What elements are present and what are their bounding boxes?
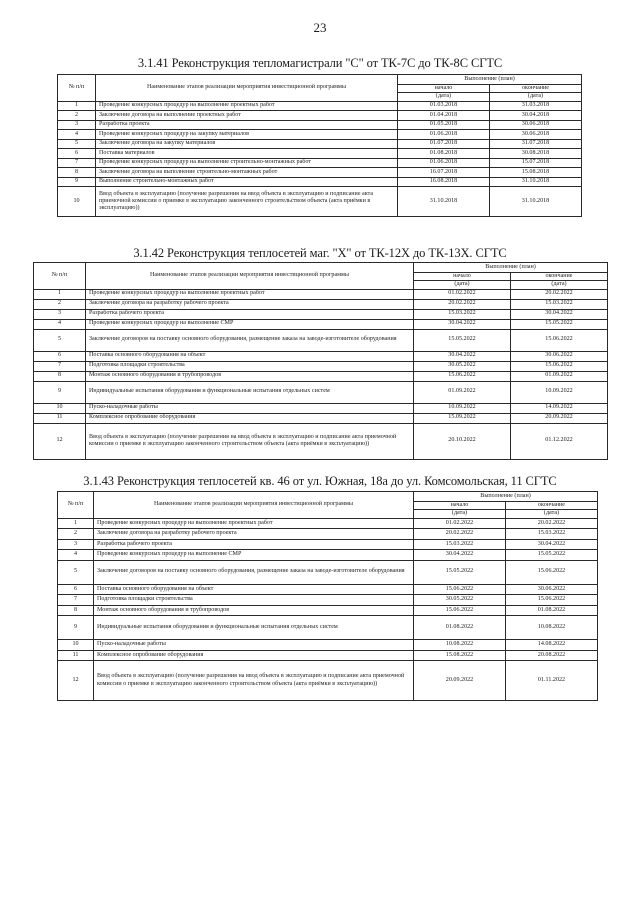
start-date: 16.08.2018 [398,177,490,187]
start-date: 30.05.2022 [414,361,511,371]
table-row [58,177,582,187]
end-date: 15.03.2022 [506,529,598,540]
start-date: 20.09.2022 [414,661,506,701]
row-number: 6 [58,584,94,595]
end-date: 30.08.2018 [490,149,582,159]
end-date: 15.07.2018 [490,158,582,168]
row-number: 1 [34,289,86,299]
stage-name: Разработка проекта [96,120,398,130]
row-number: 7 [58,595,94,606]
end-date: 30.04.2018 [490,111,582,121]
end-date: 15.06.2022 [511,329,608,351]
table-row [34,319,608,329]
stage-name: Ввод объекта в эксплуатацию (получение разрешения на ввод объекта в эксплуатацию и подписание акта приемочной комиссии о приемке в эксплуатацию законченного строительством объекта (акта приёмки в эксплуатацию)) [86,423,414,459]
table-row [58,111,582,121]
end-date: 31.10.2018 [490,187,582,217]
end-date: 31.07.2018 [490,139,582,149]
schedule-table-3-1-42 [33,262,608,460]
stage-name: Проведение конкурсных процедур на закупку материалов [96,130,398,140]
header-execution: Выполнение (план) [414,492,598,502]
start-date: 01.03.2018 [398,101,490,111]
start-date: 20.10.2022 [414,423,511,459]
stage-name: Заключение договоров на поставку основного оборудования, размещение заказа на заводе-изготовителе оборудования [86,329,414,351]
end-date: 15.06.2022 [506,560,598,584]
end-date: 20.09.2022 [511,413,608,423]
row-number: 5 [58,560,94,584]
stage-name: Поставка основного оборудования на объект [94,584,414,595]
schedule-table-3-1-41 [57,74,582,217]
stage-name: Разработка рабочего проекта [94,539,414,550]
section-title-3-1-41: 3.1.41 Реконструкция тепломагистрали "С" от ТК-7С до ТК-8С СГТС [137,56,503,70]
table-row [34,289,608,299]
header-end-date: (дата) [506,510,598,518]
stage-name: Проведение конкурсных процедур на выполнение проектных работ [96,101,398,111]
end-date: 30.04.2022 [511,309,608,319]
table-row [58,595,598,606]
start-date: 01.06.2018 [398,158,490,168]
row-number: 2 [34,299,86,309]
table-row [34,299,608,309]
start-date: 16.07.2018 [398,168,490,178]
page-number: 23 [313,20,327,35]
start-date: 30.05.2022 [414,595,506,606]
start-date: 01.08.2022 [414,616,506,640]
row-number: 4 [58,130,96,140]
stage-name: Монтаж основного оборудования и трубопроводов [86,371,414,381]
end-date: 10.09.2022 [511,381,608,403]
stage-name: Выполнение строительно-монтажных работ [96,177,398,187]
start-date: 20.02.2022 [414,529,506,540]
table-row [34,371,608,381]
row-number: 2 [58,529,94,540]
table-row [58,584,598,595]
table-row [34,413,608,423]
stage-name: Заключение договора на выполнение проектных работ [96,111,398,121]
start-date: 01.09.2022 [414,381,511,403]
table-row [58,539,598,550]
end-date: 10.08.2022 [506,616,598,640]
table-row [34,329,608,351]
start-date: 30.04.2022 [414,351,511,361]
row-number: 10 [34,403,86,413]
row-number: 5 [58,139,96,149]
stage-name: Заключение договоров на поставку основного оборудования, размещение заказа на заводе-изготовителе оборудования [94,560,414,584]
stage-name: Заключение договора на выполнение строительно-монтажных работ [96,168,398,178]
table-row [34,351,608,361]
end-date: 20.02.2022 [511,289,608,299]
header-execution: Выполнение (план) [414,263,608,273]
table-row [58,650,598,661]
header-stage: Наименование этапов реализации мероприятия инвестиционной программы [96,75,398,102]
table-row [58,550,598,561]
stage-name: Разработка рабочего проекта [86,309,414,319]
start-date: 15.05.2022 [414,329,511,351]
header-end-date: (дата) [511,281,608,289]
stage-name: Проведение конкурсных процедур на выполнение проектных работ [86,289,414,299]
stage-name: Подготовка площадки строительства [86,361,414,371]
table-row [58,661,598,701]
end-date: 31.10.2018 [490,177,582,187]
header-start-date: (дата) [398,93,490,101]
end-date: 15.03.2022 [511,299,608,309]
table-row [58,101,582,111]
stage-name: Подготовка площадки строительства [94,595,414,606]
table-row [34,423,608,459]
row-number: 9 [58,616,94,640]
table-row [58,187,582,217]
stage-name: Индивидуальные испытания оборудования и функциональные испытания отдельных систем [86,381,414,403]
start-date: 20.02.2022 [414,299,511,309]
end-date: 15.05.2022 [506,550,598,561]
table-row [58,149,582,159]
table-row [58,560,598,584]
start-date: 01.05.2018 [398,120,490,130]
row-number: 7 [34,361,86,371]
end-date: 01.09.2022 [511,371,608,381]
schedule-table-3-1-43 [57,491,598,701]
end-date: 01.08.2022 [506,605,598,616]
row-number: 3 [58,539,94,550]
start-date: 15.08.2022 [414,650,506,661]
row-number: 8 [58,168,96,178]
stage-name: Проведение конкурсных процедур на выполнение СМР [86,319,414,329]
row-number: 6 [34,351,86,361]
start-date: 30.04.2022 [414,550,506,561]
stage-name: Ввод объекта в эксплуатацию (получение разрешения на ввод объекта в эксплуатацию и подписание акта приемочной комиссии о приемке в эксплуатацию законченного строительством объекта (акта приёмки в эксплуатацию)) [94,661,414,701]
stage-name: Проведение конкурсных процедур на выполнение проектных работ [94,518,414,529]
end-date: 01.12.2022 [511,423,608,459]
row-number: 7 [58,158,96,168]
header-num: № п/п [34,263,86,290]
row-number: 4 [34,319,86,329]
header-stage: Наименование этапов реализации мероприятия инвестиционной программы [94,492,414,519]
table-row [58,158,582,168]
end-date: 15.08.2018 [490,168,582,178]
end-date: 30.06.2022 [506,584,598,595]
end-date: 30.04.2022 [506,539,598,550]
header-start-date: (дата) [414,510,506,518]
stage-name: Поставка материалов [96,149,398,159]
section-title-3-1-42: 3.1.42 Реконструкция теплосетей маг. "Х" от ТК-12Х до ТК-13Х. СГТС [133,246,507,260]
stage-name: Монтаж основного оборудования и трубопроводов [94,605,414,616]
start-date: 15.06.2022 [414,605,506,616]
row-number: 6 [58,149,96,159]
row-number: 2 [58,111,96,121]
end-date: 14.09.2022 [511,403,608,413]
row-number: 12 [58,661,94,701]
row-number: 12 [34,423,86,459]
start-date: 30.04.2022 [414,319,511,329]
stage-name: Пуско-наладочные работы [94,640,414,651]
end-date: 30.06.2018 [490,120,582,130]
stage-name: Заключение договора на закупку материалов [96,139,398,149]
table-row [58,616,598,640]
stage-name: Комплексное опробование оборудования [86,413,414,423]
row-number: 3 [58,120,96,130]
header-end: окончание [511,273,608,281]
table-row [58,640,598,651]
end-date: 20.08.2022 [506,650,598,661]
section-title-3-1-43: 3.1.43 Реконструкция теплосетей кв. 46 от ул. Южная, 18а до ул. Комсомольская, 11 СГТС [83,474,557,488]
row-number: 11 [34,413,86,423]
row-number: 8 [34,371,86,381]
row-number: 11 [58,650,94,661]
header-end: окончание [506,502,598,510]
start-date: 15.05.2022 [414,560,506,584]
header-num: № п/п [58,75,96,102]
table-row [58,139,582,149]
start-date: 01.02.2022 [414,289,511,299]
end-date: 15.06.2022 [511,361,608,371]
row-number: 1 [58,518,94,529]
start-date: 15.06.2022 [414,584,506,595]
table-row [58,518,598,529]
end-date: 30.06.2022 [511,351,608,361]
row-number: 9 [58,177,96,187]
table-row [34,309,608,319]
end-date: 14.08.2022 [506,640,598,651]
table-row [34,403,608,413]
row-number: 5 [34,329,86,351]
header-stage: Наименование этапов реализации мероприятия инвестиционной программы [86,263,414,290]
end-date: 01.11.2022 [506,661,598,701]
start-date: 10.08.2022 [414,640,506,651]
end-date: 15.05.2022 [511,319,608,329]
row-number: 10 [58,640,94,651]
header-start: начало [414,502,506,510]
stage-name: Индивидуальные испытания оборудования и функциональные испытания отдельных систем [94,616,414,640]
end-date: 20.02.2022 [506,518,598,529]
start-date: 01.08.2018 [398,149,490,159]
header-start: начало [398,85,490,93]
start-date: 01.07.2018 [398,139,490,149]
start-date: 15.03.2022 [414,539,506,550]
row-number: 1 [58,101,96,111]
table-row [34,381,608,403]
start-date: 10.09.2022 [414,403,511,413]
header-end: окончание [490,85,582,93]
start-date: 01.06.2018 [398,130,490,140]
row-number: 3 [34,309,86,319]
table-row [58,168,582,178]
stage-name: Поставка основного оборудования на объект [86,351,414,361]
start-date: 31.10.2018 [398,187,490,217]
table-row [58,605,598,616]
row-number: 9 [34,381,86,403]
stage-name: Проведение конкурсных процедур на выполнение СМР [94,550,414,561]
row-number: 8 [58,605,94,616]
table-row [58,130,582,140]
start-date: 15.06.2022 [414,371,511,381]
stage-name: Заключение договора на разработку рабочего проекта [94,529,414,540]
start-date: 15.09.2022 [414,413,511,423]
end-date: 31.03.2018 [490,101,582,111]
header-start: начало [414,273,511,281]
header-start-date: (дата) [414,281,511,289]
table-row [34,361,608,371]
table-row [58,120,582,130]
start-date: 01.02.2022 [414,518,506,529]
stage-name: Проведение конкурсных процедур на выполнение строительно-монтажных работ [96,158,398,168]
table-row [58,529,598,540]
row-number: 4 [58,550,94,561]
header-execution: Выполнение (план) [398,75,582,85]
stage-name: Пуско-наладочные работы [86,403,414,413]
start-date: 15.03.2022 [414,309,511,319]
header-num: № п/п [58,492,94,519]
stage-name: Комплексное опробование оборудования [94,650,414,661]
header-end-date: (дата) [490,93,582,101]
end-date: 15.06.2022 [506,595,598,606]
end-date: 30.06.2018 [490,130,582,140]
stage-name: Ввод объекта в эксплуатацию (получение разрешения на ввод объекта в эксплуатацию и подписание акта приемочной комиссии о приемке в эксплуатацию законченного строительством объекта (акта приёмки в эксплуатацию)) [96,187,398,217]
stage-name: Заключение договора на разработку рабочего проекта [86,299,414,309]
row-number: 10 [58,187,96,217]
start-date: 01.04.2018 [398,111,490,121]
